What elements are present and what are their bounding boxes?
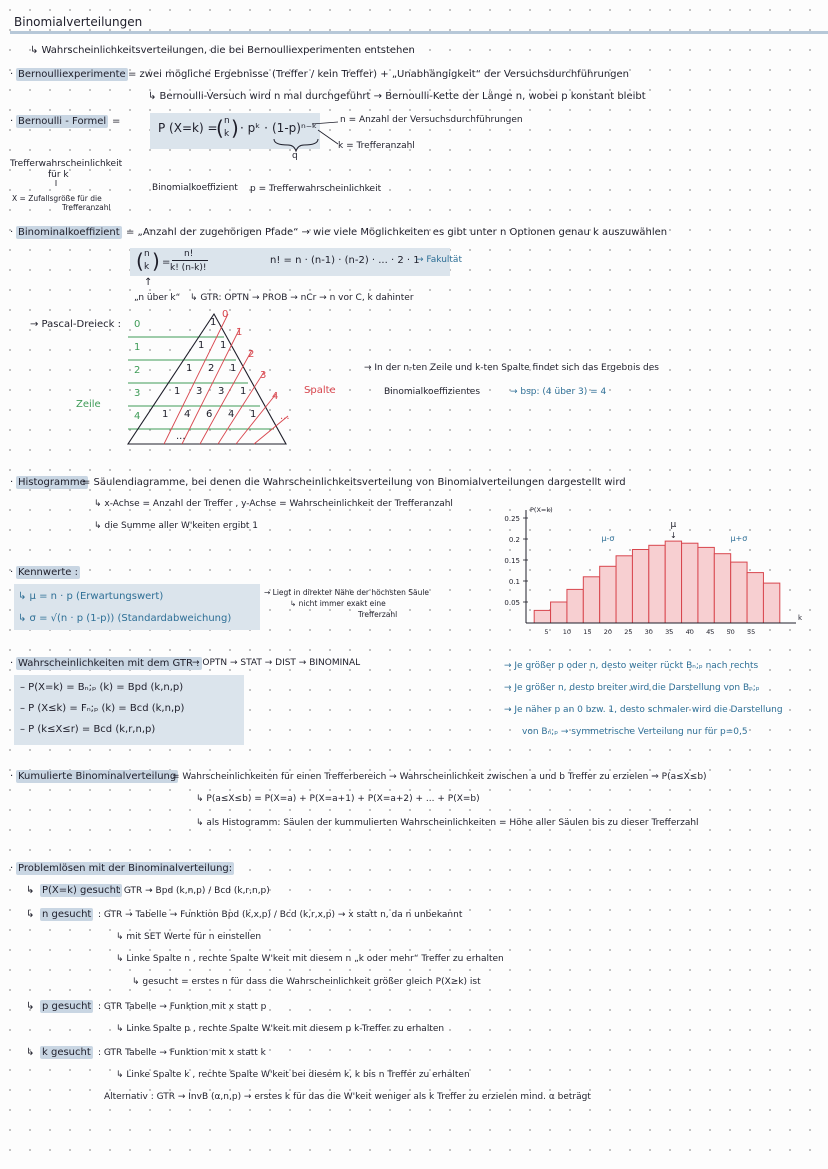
hook-arrow: ↳ xyxy=(26,1001,35,1012)
histogram-bar xyxy=(600,566,616,623)
pascal-note-2: Binomialkoeffizientes xyxy=(384,387,481,397)
x-tick-label: 5 xyxy=(544,628,549,636)
frac-den: k! (n-k)! xyxy=(170,263,207,273)
row-num: 1 xyxy=(134,342,141,353)
bullet: · xyxy=(10,567,14,578)
pascal-value: 1 xyxy=(174,386,181,397)
factorial: n! = n · (n-1) · (n-2) · ... · 2 · 1 xyxy=(270,255,420,266)
hook-arrow: ↳ xyxy=(26,1047,35,1058)
bullet: · xyxy=(10,477,14,488)
pascal-value: 1 xyxy=(198,340,205,351)
pascal-value: 2 xyxy=(208,363,215,374)
histogram-bar xyxy=(551,602,567,623)
bullet: · xyxy=(10,863,14,874)
prob-arrow xyxy=(56,138,76,198)
histogram-bar xyxy=(567,589,583,623)
row-num: 4 xyxy=(134,411,141,422)
gtr-prob-line: – P(X=k) = Bₙ;ₚ (k) = Bpd (k,n,p) xyxy=(20,682,184,693)
y-tick-label: 0.05 xyxy=(504,599,520,607)
histogram-label: Histogramme xyxy=(18,477,86,488)
histogram-def: = Säulendiagramme, bei denen die Wahrscheinlichkeitsverteilung von Binomialverteilungen dargestellt wird xyxy=(82,477,626,488)
gtr-prob-line: – P (k≤X≤r) = Bcd (k,r,n,p) xyxy=(20,724,156,735)
kumuliert-label: Kumulierte Binominalverteilung xyxy=(18,771,177,782)
binom-paren-open: ( xyxy=(136,249,144,273)
pascal-value: 1 xyxy=(162,409,169,420)
histogram-axes: ↳ x-Achse = Anzahl der Treffer , y-Achse = Wahrscheinlichkeit der Trefferanzahl xyxy=(94,499,453,509)
y-axis-label: P(X=k) xyxy=(530,506,553,514)
bullet: · xyxy=(10,227,14,238)
pascal-note-example: → bsp: (4 über 3) = 4 xyxy=(510,387,607,397)
histogram-bar xyxy=(649,545,665,623)
bernoulli-exp-def: = zwei mögliche Ergebnisse (Treffer / kein Treffer) + „Unabhängigkeit“ der Versuchsdurchführungen xyxy=(128,69,629,80)
binom-paren-close: ) xyxy=(152,249,160,273)
pascal-dots: ... xyxy=(176,431,186,442)
pascal-value: 3 xyxy=(218,386,225,397)
problem-label: Problemlösen mit der Binominalverteilung: xyxy=(18,863,233,874)
gtr-ncr: ↳ GTR: OPTN → PROB → nCr → n vor C, k dahinter xyxy=(190,293,414,303)
kennwerte-note-3: Trefferzahl xyxy=(358,610,398,619)
n-over-k: „n über k“ xyxy=(134,293,181,303)
histogram-chart xyxy=(488,505,808,645)
gtr-probs-path: → OPTN → STAT → DIST → BINOMINAL xyxy=(192,658,361,668)
kennwerte-note-2: ↳ nicht immer exakt eine xyxy=(290,599,386,608)
x-tick-label: 15 xyxy=(583,628,592,636)
n-text: : GTR → Tabelle → Funktion Bpd (k,x,p) / Bcd (k,r,x,p) → x statt n, da n unbekannt xyxy=(98,910,463,920)
pascal-value: 6 xyxy=(206,409,213,420)
pascal-value: 1 xyxy=(220,340,227,351)
histogram-bar xyxy=(682,543,698,623)
binom-paren-open: ( xyxy=(216,116,224,140)
histogram-bar xyxy=(698,547,714,623)
eq-sign: = xyxy=(162,257,171,268)
hook-arrow: ↳ xyxy=(26,885,35,896)
binom-k: k xyxy=(144,262,150,272)
n-step: ↳ gesucht = erstes n für dass die Wahrscheinlichkeit größer gleich P(X≥k) ist xyxy=(132,977,481,987)
pascal-note-1: → In der n-ten Zeile und k-ten Spalte findet sich das Ergebnis des xyxy=(364,363,659,373)
pk-label: P(X=k) gesucht xyxy=(42,885,120,896)
formula-q-term: (1-p)ⁿ⁻ᵏ xyxy=(272,121,318,135)
pk-text: : GTR → Bpd (k,n,p) / Bcd (k,r,n,p) xyxy=(118,886,270,896)
y-tick-label: 0.1 xyxy=(508,578,520,586)
kennwerte-label: Kennwerte : xyxy=(18,567,78,578)
histogram-sum: ↳ die Summe aller W'keiten ergibt 1 xyxy=(94,521,259,531)
gtr-rule: → Je näher p an 0 bzw. 1, desto schmaler wird die Darstellung xyxy=(504,705,783,715)
mu-minus-sigma-annotation: μ-σ xyxy=(601,534,615,544)
kumuliert-hist: ↳ als Histogramm: Säulen der kummulierten Wahrscheinlichkeiten = Höhe aller Säulen bis zu dieser Trefferzahl xyxy=(196,818,699,828)
col-num: 1 xyxy=(236,327,243,338)
p-step: ↳ Linke Spalte p , rechte Spalte W'keit mit diesem p k-Treffer zu erhalten xyxy=(116,1024,445,1034)
gtr-prob-line: – P (X≤k) = Fₙ;ₚ (k) = Bcd (k,n,p) xyxy=(20,703,185,714)
bullet: · xyxy=(10,771,14,782)
col-num: 2 xyxy=(248,349,255,360)
gtr-probs-label: Wahrscheinlichkeiten mit dem GTR : xyxy=(18,658,200,669)
x-tick-label: 20 xyxy=(603,628,613,636)
pascal-grid xyxy=(124,310,294,450)
x-label-1: X = Zufallsgröße für die xyxy=(12,194,102,203)
page-title: Binomialverteilungen xyxy=(14,15,143,29)
factorial-arrow: → Fakultät xyxy=(416,255,462,265)
histogram-bar xyxy=(583,577,599,623)
title-underline xyxy=(10,31,828,34)
row-num: 0 xyxy=(134,319,141,330)
x-label-2: Trefferanzahl xyxy=(62,203,111,212)
pascal-value: 4 xyxy=(228,409,235,420)
k-text: : GTR Tabelle → Funktion mit x statt k xyxy=(98,1048,266,1058)
histogram-bar xyxy=(747,573,763,623)
x-tick-label: 40 xyxy=(685,628,694,636)
x-tick-label: 10 xyxy=(562,628,572,636)
kumuliert-def: = Wahrscheinlichkeiten für einen Trefferbereich → Wahrscheinlichkeit zwischen a und b Treffer zu erzielen ⇒ P(a≤X≤b) xyxy=(172,772,707,782)
alternative: Alternativ : GTR → InvB (α,n,p) → erstes k für das die W'keit weniger als k Treffer zu erzielen mind. α beträgt xyxy=(104,1092,591,1102)
gtr-rule: → Je größer n, desto breiter wird die Darstellung von Bₙ;ₚ xyxy=(504,683,760,693)
histogram-bar xyxy=(632,550,648,624)
n-step: ↳ mit SET Werte für n einstellen xyxy=(116,932,262,942)
p-text: : GTR Tabelle → Funktion mit x statt p xyxy=(98,1002,267,1012)
row-label: Zeile xyxy=(76,399,101,410)
mu-arrow: ↓ xyxy=(670,531,677,541)
bullet: · xyxy=(10,658,14,669)
formula-lhs: P (X=k) = xyxy=(158,121,218,135)
formula-label: Bernoulli - Formel xyxy=(18,116,107,127)
n-label: n gesucht xyxy=(42,909,92,920)
prob-label-1: Trefferwahrscheinlichkeit xyxy=(10,159,123,169)
mu-plus-sigma-annotation: μ+σ xyxy=(730,534,748,544)
pascal-value: 1 xyxy=(230,363,237,374)
y-tick-label: 0.25 xyxy=(504,515,520,523)
pascal-value: 1 xyxy=(210,317,217,328)
histogram-bar xyxy=(534,610,550,623)
subtitle: ↳ Wahrscheinlichkeitsverteilungen, die bei Bernoulliexperimenten entstehen xyxy=(30,45,415,56)
histogram-bar xyxy=(665,541,681,623)
pascal-value: 1 xyxy=(240,386,247,397)
col-label: Spalte xyxy=(304,385,336,396)
n-desc: n = Anzahl der Versuchsdurchführungen xyxy=(340,115,523,125)
k-label: k gesucht xyxy=(42,1047,91,1058)
binom-coef-label: Binominalkoeffizient xyxy=(18,227,120,238)
formula-pk: · pᵏ · xyxy=(240,121,268,135)
prob-label-2: für k xyxy=(48,170,69,180)
x-tick-label: 55 xyxy=(747,628,756,636)
hook-arrow: ↳ xyxy=(26,909,35,920)
y-tick-label: 0.2 xyxy=(508,536,520,544)
histogram-bar xyxy=(616,556,632,623)
p-label: p gesucht xyxy=(42,1001,92,1012)
kennwerte-note-1: → Liegt in direkter Nähe der höchsten Säule xyxy=(264,588,430,597)
kennwerte-sigma: ↳ σ = √(n · p (1-p)) (Standardabweichung) xyxy=(18,613,232,624)
x-axis-label: k xyxy=(798,614,803,622)
binom-paren-close: ) xyxy=(231,116,239,140)
x-tick-label: 45 xyxy=(706,628,715,636)
mu-annotation: μ xyxy=(670,520,677,531)
bernoulli-exp-label: Bernoulliexperimente xyxy=(18,69,126,80)
pascal-value: 1 xyxy=(250,409,257,420)
coef-label: Binomialkoeffizient xyxy=(152,183,238,193)
k-step: ↳ Linke Spalte k , rechte Spalte W'keit bei diesem k, k bis n Treffer zu erhalten xyxy=(116,1070,470,1080)
gtr-rule: → Je größer p oder n, desto weiter rückt Bₙ;ₚ nach rechts xyxy=(504,661,759,671)
up-arrow: ↑ xyxy=(144,277,153,288)
n-step: ↳ Linke Spalte n , rechte Spalte W'keit mit diesem n „k oder mehr“ Treffer zu erhalten xyxy=(116,954,504,964)
bullet: · xyxy=(10,116,14,127)
pascal-dots: ... xyxy=(280,411,290,422)
row-num: 3 xyxy=(134,388,141,399)
p-label: p = Trefferwahrscheinlichkeit xyxy=(250,184,382,194)
pascal-value: 4 xyxy=(184,409,191,420)
pascal-value: 1 xyxy=(186,363,193,374)
x-tick-label: 35 xyxy=(665,628,674,636)
histogram-bar xyxy=(731,562,747,623)
formula-q: q xyxy=(292,151,298,161)
kennwerte-mu: ↳ μ = n · p (Erwartungswert) xyxy=(18,591,164,602)
binom-n: n xyxy=(224,116,230,126)
gtr-rule: von Bₙ;ₚ → symmetrische Verteilung nur für p=0,5 xyxy=(522,727,748,737)
binom-k: k xyxy=(224,129,230,139)
pascal-value: 3 xyxy=(196,386,203,397)
col-num: 4 xyxy=(272,391,279,402)
kumuliert-sum: ↳ P(a≤X≤b) = P(X=a) + P(X=a+1) + P(X=a+2) + ... + P(X=b) xyxy=(196,794,480,804)
histogram-bar xyxy=(714,554,730,623)
row-num: 2 xyxy=(134,365,141,376)
binom-n: n xyxy=(144,249,150,259)
bullet: · xyxy=(10,69,14,80)
col-num: 3 xyxy=(260,370,267,381)
k-desc: k = Trefferanzahl xyxy=(338,141,415,151)
x-tick-label: 25 xyxy=(624,628,633,636)
x-tick-label: 30 xyxy=(644,628,653,636)
pascal-label: → Pascal-Dreieck : xyxy=(30,319,122,330)
x-tick-label: 50 xyxy=(726,628,735,636)
formula-eq: = xyxy=(112,116,121,127)
bernoulli-kette: ↳ Bernoulli-Versuch wird n mal durchgeführt → Bernoulli-Kette der Länge n, wobei p konstant bleibt xyxy=(148,91,646,102)
frac-num: n! xyxy=(184,249,194,259)
binom-coef-def: = „Anzahl der zugehörigen Pfade“ → wie viele Möglichkeiten es gibt unter n Optionen genau k auszuwählen xyxy=(126,227,668,238)
histogram-bar xyxy=(763,583,779,623)
frac-line xyxy=(172,260,208,261)
y-tick-label: 0.15 xyxy=(504,557,520,565)
col-num: 0 xyxy=(222,309,229,320)
